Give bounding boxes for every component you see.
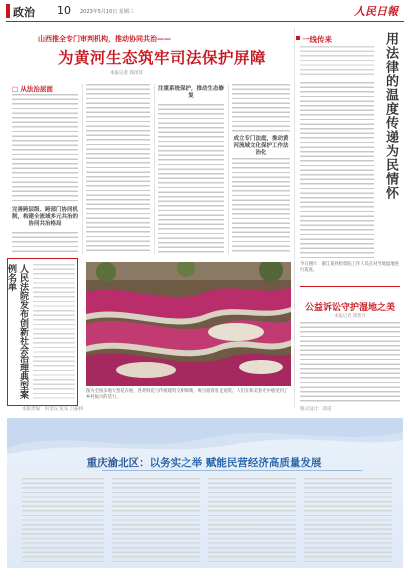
side-article-text — [300, 322, 400, 404]
advertisement-title — [0, 455, 408, 470]
subhead-3: 注重系统保护，推动生态修复 — [157, 86, 224, 99]
flower-field-image — [86, 262, 291, 386]
article-text-col3 — [158, 104, 224, 254]
article-text-col4b — [232, 158, 290, 254]
article-text-col4a — [232, 84, 290, 132]
column-divider — [294, 28, 295, 408]
article-text-col1b — [12, 232, 78, 254]
feature-photo-caption: 图为全国多地大型花卉展，各类鲜花与传统建筑交相辉映，吸引游客驻足观赏，人们在和美春光中感受到了乡村振兴的活力。 — [86, 389, 288, 400]
feature-photo — [86, 262, 291, 386]
subhead-1: □ 从法治层面 — [12, 85, 53, 93]
section-name: 政治 — [13, 6, 35, 19]
page-editors: 本版责编：何金汉 张乐 吕振桥 — [22, 407, 84, 412]
side-article-title: 公益诉讼守护湿地之美 — [304, 303, 395, 313]
vertical-headline: 用法律的温度传递为民情怀 — [383, 32, 398, 200]
case-list-text — [33, 264, 75, 400]
side-article-byline: 本报记者 郑智月 — [334, 314, 366, 319]
page-number: 10 — [57, 4, 71, 17]
ad-text-col1 — [22, 478, 104, 562]
right-intro-text — [300, 46, 374, 76]
column-divider — [82, 84, 83, 254]
article-text-col2 — [86, 84, 150, 254]
right-article-text — [300, 82, 374, 258]
case-list-title: 人民法院发布创新社会治理典型案例名单 — [6, 264, 28, 399]
page-designer: 版式设计：郑雷 — [300, 407, 332, 412]
ad-title-place: 重庆渝北区： — [86, 457, 150, 469]
article-text-col1a — [12, 94, 78, 204]
subhead-4: 成立专门法庭，推动黄河流域文化保护工作法治化 — [233, 136, 289, 156]
issue-date: 2023年5月10日 星期三 — [80, 9, 134, 15]
masthead — [0, 0, 408, 22]
ad-title-slogan: 以务实之举 赋能民营经济高质量发展 — [149, 457, 322, 469]
section-marker — [6, 4, 10, 18]
right-divider — [300, 286, 400, 287]
subhead-2: 完善跨层级、跨部门协同机制，构建全流域多元共治的协同共治格局 — [12, 207, 79, 227]
article-kicker: 山西推全专门审判机构，推动协同共治—— — [38, 35, 171, 43]
article-headline: 为黄河生态筑牢司法保护屏障 — [57, 49, 266, 67]
masthead-divider — [6, 21, 404, 22]
ad-title-rule — [102, 470, 362, 471]
ad-text-col4 — [304, 478, 392, 562]
column-divider — [228, 84, 229, 254]
ad-text-col3 — [208, 478, 296, 562]
section-marker — [296, 36, 300, 40]
column-divider — [154, 84, 155, 254]
ad-wave-decoration — [7, 418, 403, 458]
right-section-title: 一线传来 — [302, 35, 332, 44]
newspaper-logo: 人民日報 — [354, 5, 398, 18]
right-photo-caption: 今日图片：浙江某县检察院工作人员在对当地湿地进行巡查。 — [300, 262, 399, 273]
ad-text-col2 — [112, 478, 200, 562]
article-byline: 本报记者 郑洋洋 — [110, 71, 143, 76]
